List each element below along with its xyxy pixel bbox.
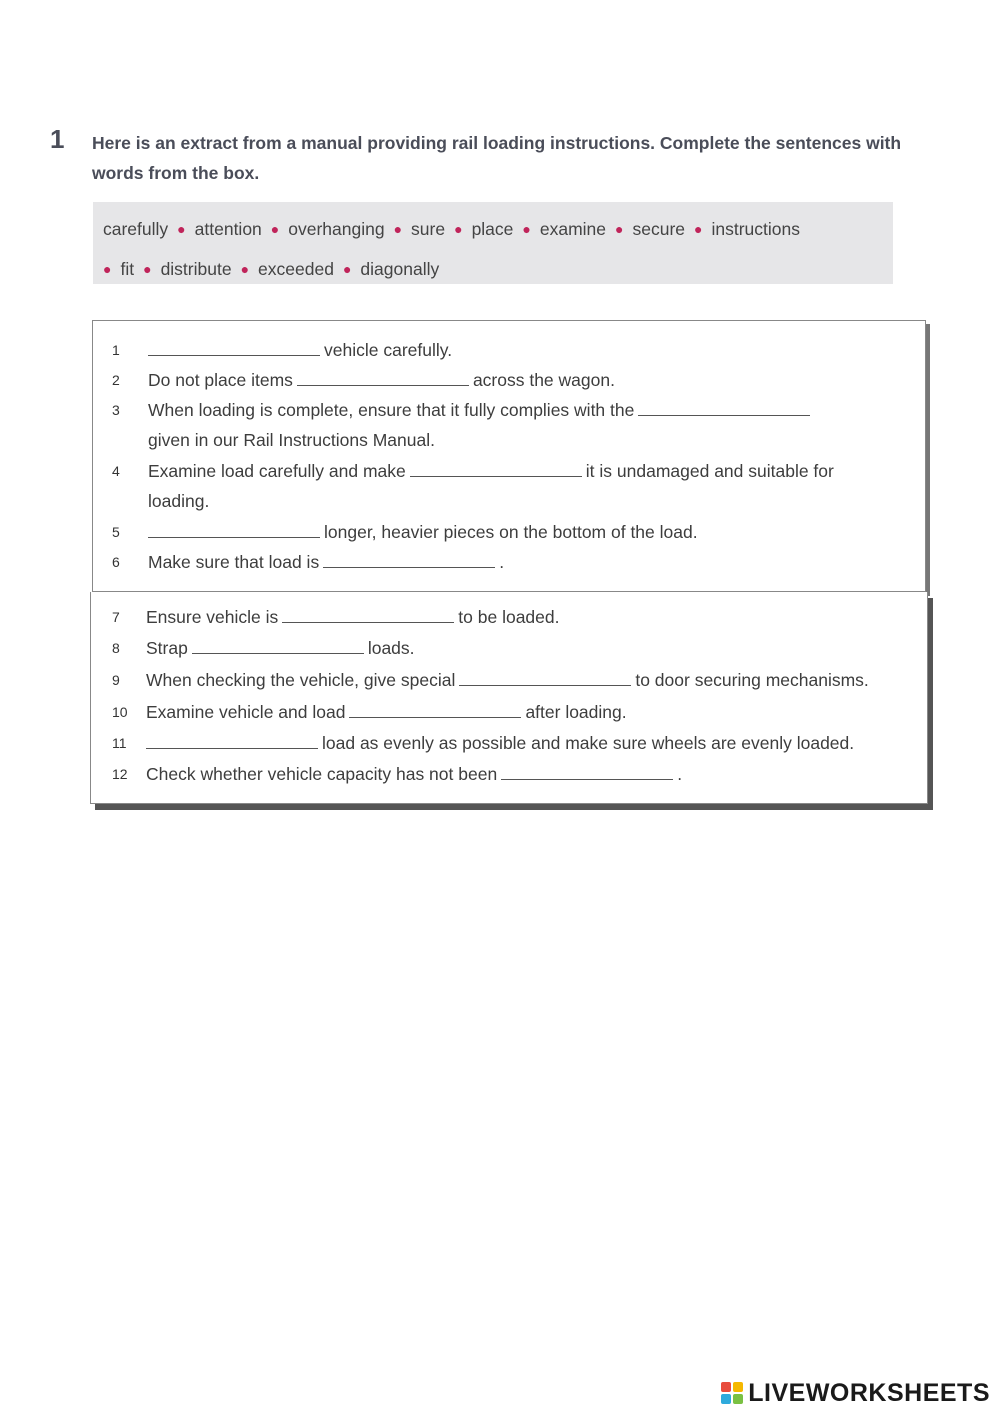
sentence-text-after: longer, heavier pieces on the bottom of the load. bbox=[324, 522, 698, 542]
word-box-word: instructions bbox=[711, 219, 801, 239]
word-box-word: secure bbox=[632, 219, 686, 239]
bullet-icon: ● bbox=[615, 221, 624, 237]
item-number: 5 bbox=[112, 524, 120, 540]
sentence-text-after: . bbox=[677, 764, 683, 784]
item-number: 7 bbox=[112, 609, 120, 625]
answer-blank[interactable] bbox=[148, 521, 320, 538]
answer-blank[interactable] bbox=[638, 399, 810, 416]
word-box-word: carefully bbox=[103, 219, 169, 239]
logo-square bbox=[733, 1382, 743, 1392]
bullet-icon: ● bbox=[454, 221, 463, 237]
sentence-text-after: vehicle carefully. bbox=[324, 340, 453, 360]
answer-blank[interactable] bbox=[501, 763, 673, 780]
sentence-text-before: Strap bbox=[146, 638, 188, 658]
item-number: 6 bbox=[112, 554, 120, 570]
item-number: 2 bbox=[112, 372, 120, 388]
logo-square bbox=[733, 1394, 743, 1404]
word-box-word: attention bbox=[194, 219, 262, 239]
bullet-icon: ● bbox=[694, 221, 703, 237]
logo-mark-icon bbox=[721, 1382, 743, 1404]
item-number: 3 bbox=[112, 402, 120, 418]
item-number: 9 bbox=[112, 672, 120, 688]
item-number: 11 bbox=[112, 735, 127, 751]
bullet-icon: ● bbox=[103, 261, 112, 277]
bullet-icon: ● bbox=[522, 221, 531, 237]
logo-square bbox=[721, 1394, 731, 1404]
bullet-icon: ● bbox=[240, 261, 250, 277]
logo-text: LIVEWORKSHEETS bbox=[748, 1378, 990, 1407]
sentence-text-before: When checking the vehicle, give special bbox=[146, 670, 456, 690]
sentence-text-before: Examine load carefully and make bbox=[148, 461, 406, 481]
sentence-text-before: Ensure vehicle is bbox=[146, 607, 279, 627]
word-box-word: diagonally bbox=[360, 259, 440, 279]
item-number: 12 bbox=[112, 766, 128, 782]
word-box-word: distribute bbox=[160, 259, 232, 279]
bullet-icon: ● bbox=[270, 221, 280, 237]
bullet-icon: ● bbox=[143, 261, 152, 277]
item-number: 8 bbox=[112, 640, 120, 656]
item-number: 4 bbox=[112, 463, 120, 479]
sentence-text-after: to be loaded. bbox=[458, 607, 560, 627]
bullet-icon: ● bbox=[342, 261, 352, 277]
word-box-word: examine bbox=[539, 219, 607, 239]
answer-blank[interactable] bbox=[192, 637, 364, 654]
sentence-text-after: to door securing mechanisms. bbox=[635, 670, 869, 690]
answer-blank[interactable] bbox=[323, 551, 495, 568]
logo-square bbox=[721, 1382, 731, 1392]
sentence-text-before: loading. bbox=[148, 491, 210, 511]
bullet-icon: ● bbox=[393, 221, 403, 237]
sentence-text-before: When loading is complete, ensure that it fully complies with the bbox=[148, 400, 635, 420]
exercise-number: 1 bbox=[50, 124, 65, 154]
sentence-text-after: after loading. bbox=[525, 702, 627, 722]
sentence-text-before: Do not place items bbox=[148, 370, 293, 390]
item-number: 10 bbox=[112, 704, 128, 720]
item-number: 1 bbox=[112, 342, 120, 358]
word-box-word: place bbox=[471, 219, 514, 239]
sentence-text-after: load as evenly as possible and make sure wheels are evenly loaded. bbox=[322, 733, 855, 753]
word-box bbox=[93, 202, 893, 284]
answer-blank[interactable] bbox=[410, 460, 582, 477]
exercise-instruction: Here is an extract from a manual providing rail loading instructions. Complete the sentences with words from the box. bbox=[92, 133, 902, 183]
sentence-text-after: across the wagon. bbox=[472, 370, 615, 390]
sentence-text-before: given in our Rail Instructions Manual. bbox=[148, 430, 435, 450]
answer-blank[interactable] bbox=[349, 701, 521, 718]
sentence-text-after: it is undamaged and suitable for bbox=[585, 461, 834, 481]
liveworksheets-logo bbox=[721, 1378, 990, 1408]
answer-blank[interactable] bbox=[459, 669, 631, 686]
answer-blank[interactable] bbox=[297, 369, 469, 386]
answer-blank[interactable] bbox=[148, 339, 320, 356]
word-box-word: sure bbox=[411, 219, 446, 239]
bullet-icon: ● bbox=[177, 221, 186, 237]
sentence-text-after: . bbox=[499, 552, 505, 572]
word-box-word: overhanging bbox=[288, 219, 385, 239]
sentence-text-before: Check whether vehicle capacity has not been bbox=[146, 764, 498, 784]
answer-blank[interactable] bbox=[146, 732, 318, 749]
sentence-text-before: Make sure that load is bbox=[148, 552, 320, 572]
sentence-text-before: Examine vehicle and load bbox=[146, 702, 346, 722]
word-box-word: fit bbox=[120, 259, 135, 279]
word-box-word: exceeded bbox=[258, 259, 334, 279]
sentence-text-after: loads. bbox=[367, 638, 415, 658]
answer-blank[interactable] bbox=[282, 606, 454, 623]
